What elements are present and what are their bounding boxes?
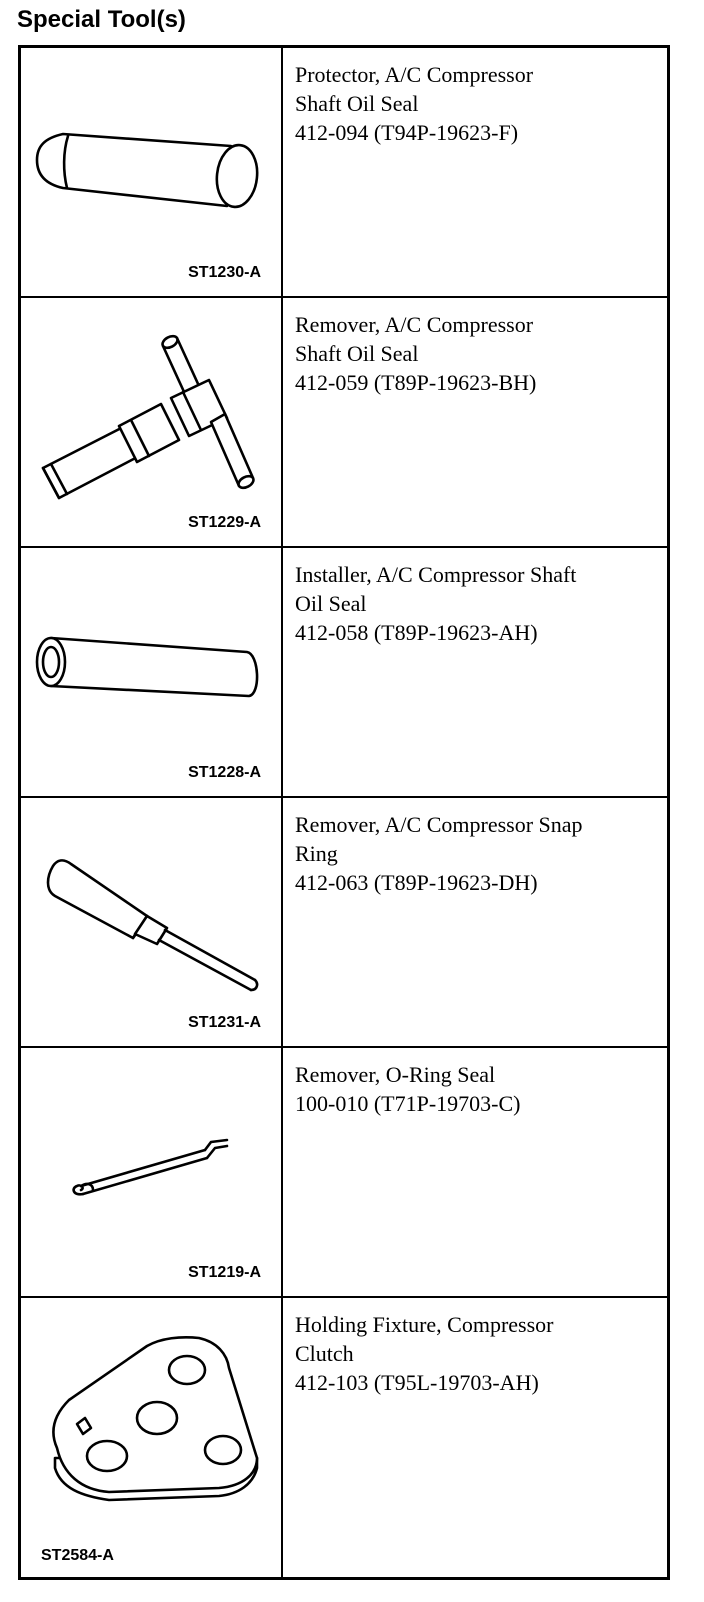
tool-description: [295, 1310, 661, 1397]
tool-name: Remover, A/C Compressor: [295, 312, 534, 337]
o-ring-remover-icon: [21, 1048, 281, 1258]
tool-image-cell: [21, 1298, 283, 1579]
tool-name: Remover, A/C Compressor Snap: [295, 812, 583, 837]
tool-image-cell: [21, 798, 283, 1046]
tool-part-number: 412-094 (T94P-19623-F): [295, 120, 519, 145]
tool-code: ST2584-A: [41, 1547, 114, 1564]
tool-description: [295, 310, 661, 397]
tool-part-number: 100-010 (T71P-19703-C): [295, 1091, 521, 1116]
tool-name: Remover, O-Ring Seal: [295, 1062, 496, 1087]
tool-code: ST1219-A: [188, 1264, 261, 1281]
tool-row: [21, 1298, 667, 1579]
tool-code: ST1230-A: [188, 264, 261, 281]
tool-name-cont: Ring: [295, 841, 338, 866]
tool-part-number: 412-103 (T95L-19703-AH): [295, 1370, 539, 1395]
tool-name-cont: Clutch: [295, 1341, 354, 1366]
tool-image-cell: [21, 548, 283, 796]
seal-remover-icon: [21, 298, 281, 508]
tool-description: [295, 1060, 661, 1118]
tool-name: Holding Fixture, Compressor: [295, 1312, 554, 1337]
tool-row: [21, 1048, 667, 1298]
tool-name: Protector, A/C Compressor: [295, 62, 534, 87]
special-tools-table: [18, 45, 670, 1580]
tool-row: [21, 548, 667, 798]
tool-name: Installer, A/C Compressor Shaft: [295, 562, 577, 587]
tool-image-cell: [21, 1048, 283, 1296]
tool-part-number: 412-063 (T89P-19623-DH): [295, 870, 538, 895]
page-title: Special Tool(s): [17, 6, 186, 33]
tool-code: ST1228-A: [188, 764, 261, 781]
tool-name-cont: Shaft Oil Seal: [295, 341, 419, 366]
tool-description: [295, 810, 661, 897]
tool-image-cell: [21, 48, 283, 296]
tool-description: [295, 60, 661, 147]
seal-installer-icon: [21, 548, 281, 758]
snap-ring-remover-icon: [21, 798, 281, 1008]
tool-name-cont: Oil Seal: [295, 591, 367, 616]
tool-code: ST1231-A: [188, 1014, 261, 1031]
tool-row: [21, 48, 667, 298]
tool-code: ST1229-A: [188, 514, 261, 531]
seal-protector-icon: [21, 48, 281, 258]
tool-part-number: 412-058 (T89P-19623-AH): [295, 620, 538, 645]
tool-image-cell: [21, 298, 283, 546]
tool-description: [295, 560, 661, 647]
tool-row: [21, 798, 667, 1048]
tool-row: [21, 298, 667, 548]
holding-fixture-icon: [21, 1298, 281, 1538]
tool-name-cont: Shaft Oil Seal: [295, 91, 419, 116]
tool-part-number: 412-059 (T89P-19623-BH): [295, 370, 537, 395]
